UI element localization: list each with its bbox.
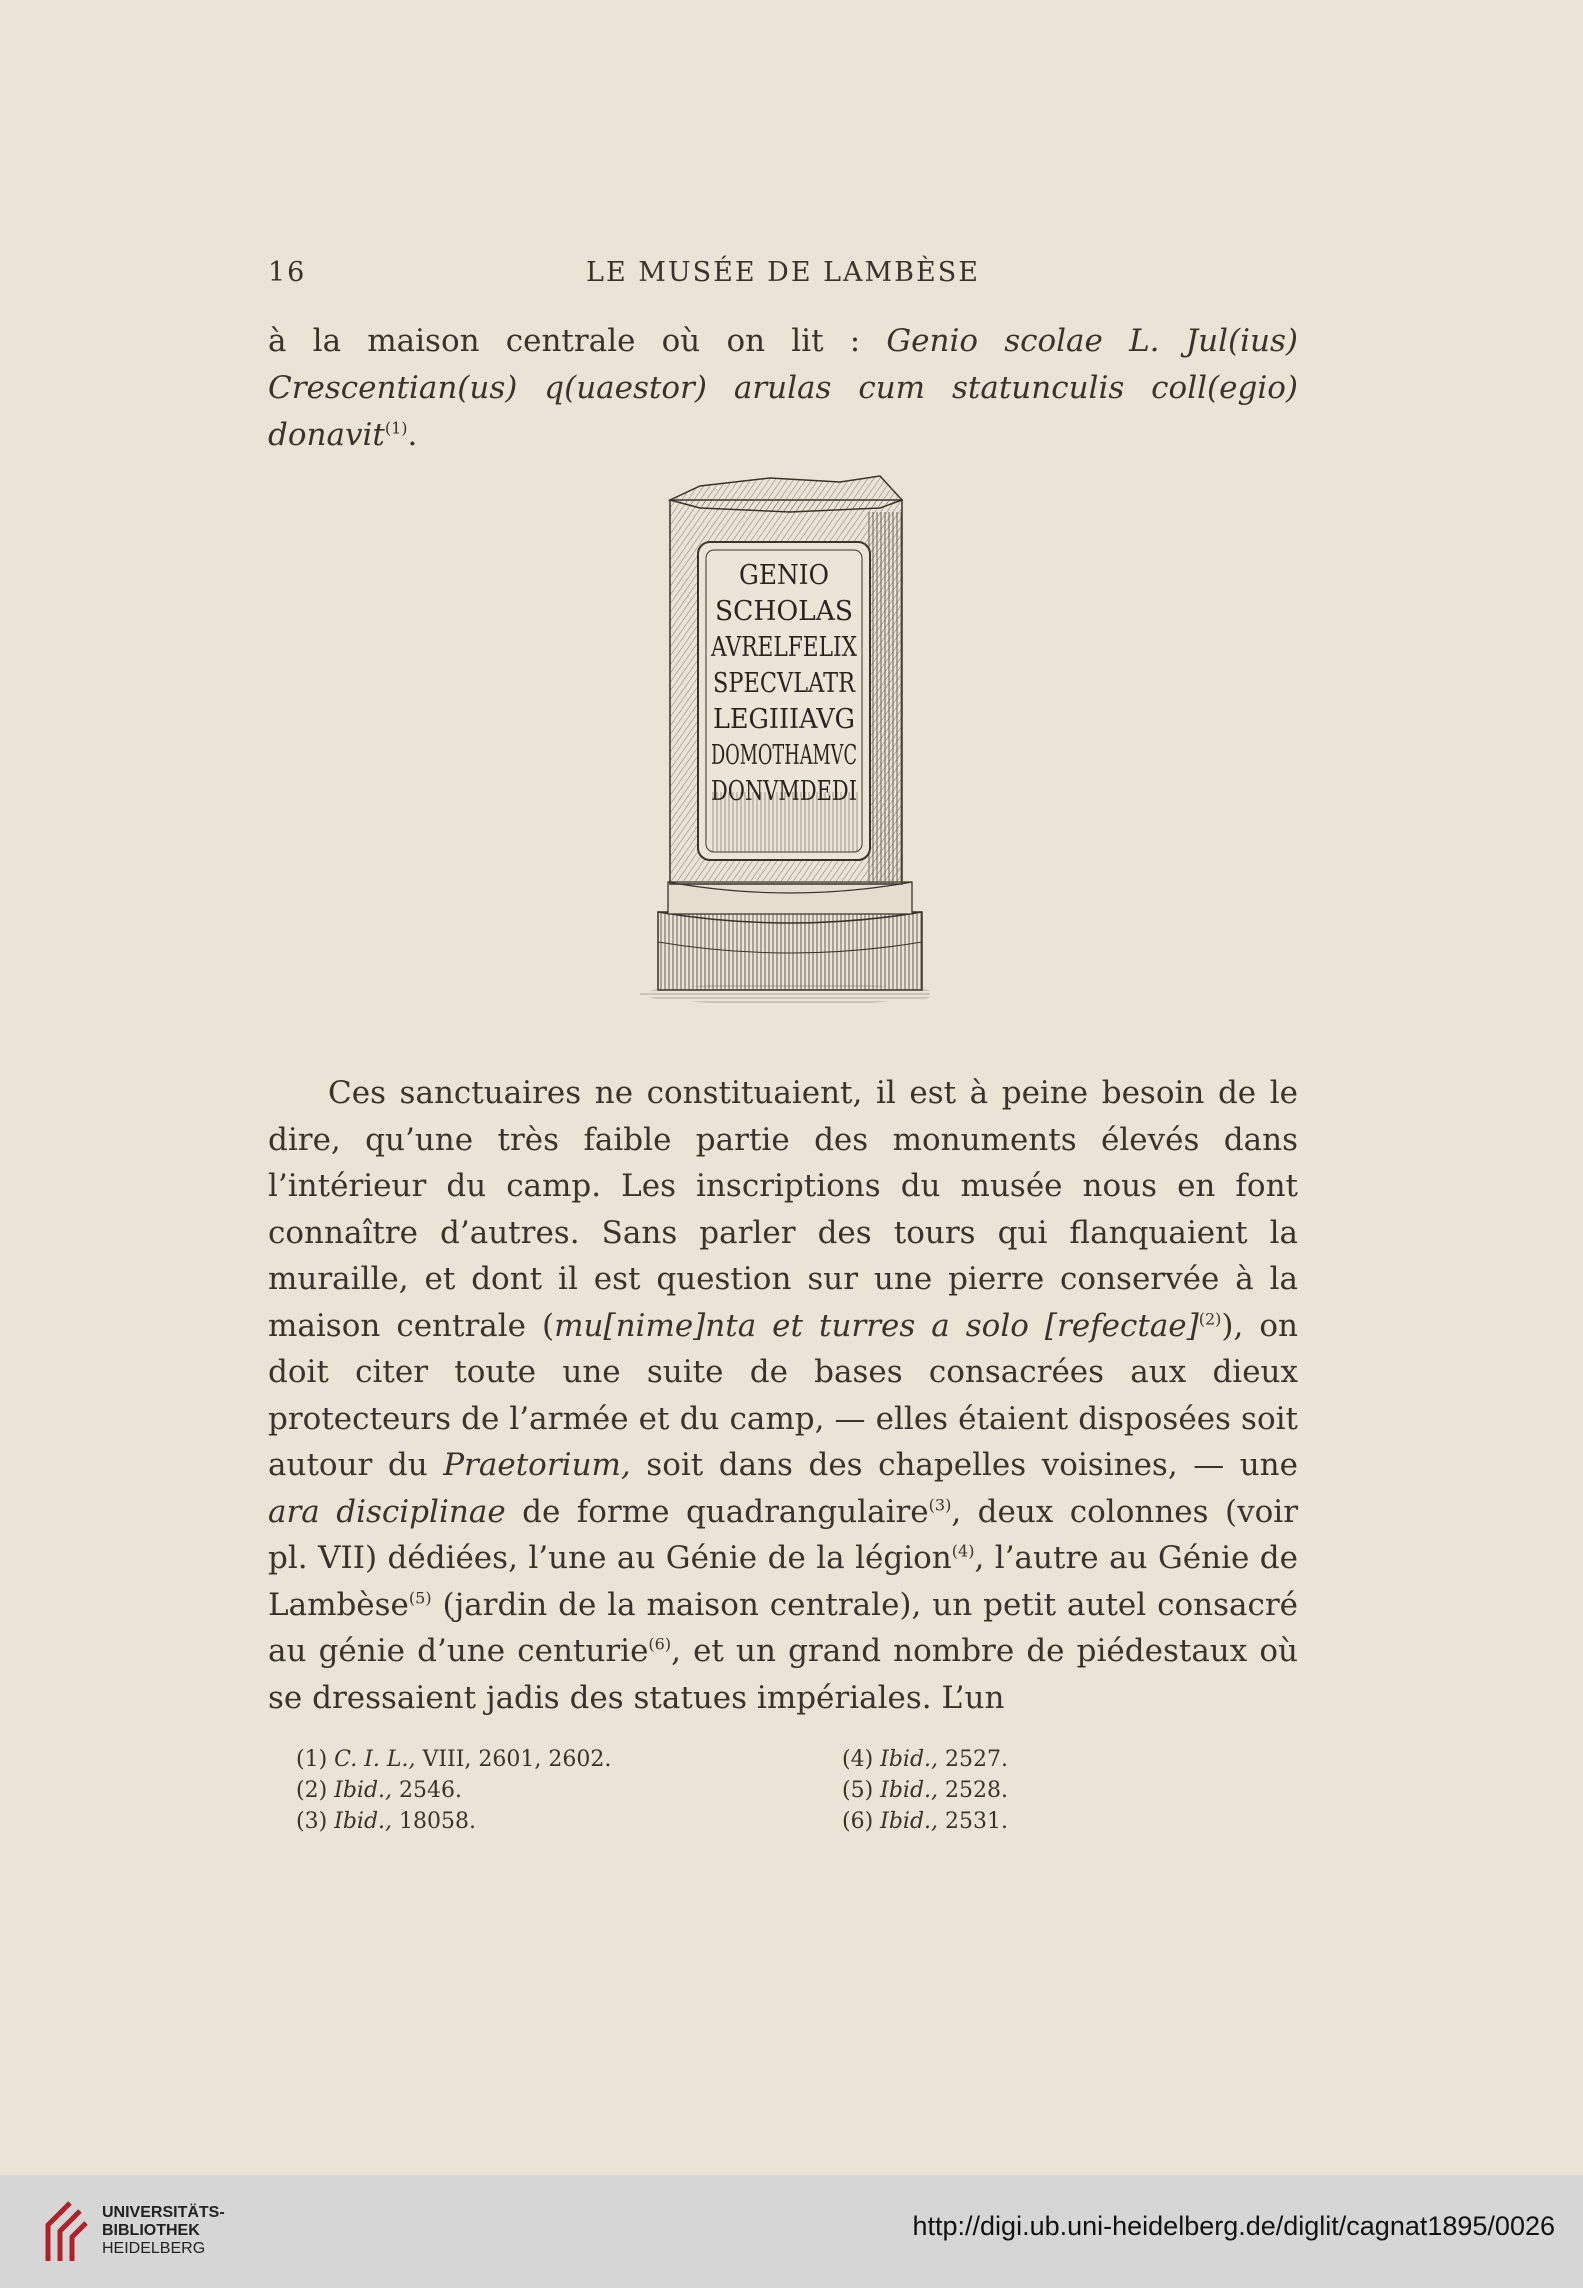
body-italic-3: ara disciplinae	[268, 1493, 506, 1530]
altar-engraving	[640, 472, 930, 1012]
running-header	[268, 257, 1298, 297]
footnotes-right-column	[842, 1744, 1008, 1837]
body-italic-1: mu[nime]nta et turres a solo [refectae]	[554, 1307, 1199, 1344]
body-text-4: de forme quadrangulaire	[505, 1493, 929, 1530]
source-url-link[interactable]: http://digi.ub.uni-heidelberg.de/diglit/cagnat1895/0026	[912, 2211, 1555, 2241]
footnote: (5) Ibid., 2528.	[842, 1778, 1009, 1803]
footnote: (3) Ibid., 18058.	[296, 1809, 477, 1834]
body-text-2: ), on doit citer toute une suite de bases consacrées aux dieux protecteurs de l’armée et du camp, — elles étaient disposées soit autour du	[268, 1307, 1298, 1483]
altar-illustration	[640, 472, 930, 1012]
intro-text: à la maison centrale où on lit :	[268, 323, 887, 359]
footnote-ref-4: (4)	[951, 1541, 975, 1561]
footnote-ref-1: (1)	[384, 418, 408, 438]
body-text-6: , l’autre au Génie de Lambèse	[268, 1540, 1298, 1623]
inscription-line: SPECVLATR	[713, 668, 856, 699]
library-footer-bar	[0, 2175, 1583, 2288]
inscription-line: LEGIIIAVG	[713, 704, 855, 735]
body-text-7: (jardin de la maison centrale), un petit autel consacré au génie d’une centurie	[268, 1586, 1298, 1669]
inscription-line: SCHOLAS	[715, 596, 853, 627]
body-text-3: soit dans des chapelles voisines, — une	[630, 1447, 1298, 1483]
intro-end: .	[407, 417, 418, 453]
main-paragraph	[268, 1070, 1298, 1721]
footnote-ref-6: (6)	[648, 1634, 672, 1654]
intro-paragraph	[268, 318, 1298, 459]
page-number: 16	[268, 257, 307, 288]
running-title: LE MUSÉE DE LAMBÈSE	[586, 257, 980, 288]
body-text-5: , deux colonnes (voir pl. VII) dédiées, l’une au Génie de la légion	[268, 1493, 1299, 1576]
footnote: (1) C. I. L., VIII, 2601, 2602.	[296, 1747, 612, 1772]
inscription-line: DONVMDEDI	[711, 776, 857, 807]
footnote: (2) Ibid., 2546.	[296, 1778, 463, 1803]
intro-inscription: Genio scolae L. Jul(ius) Crescentian(us) q(uaestor) arulas cum statunculis coll(egio) donavit	[268, 323, 1298, 453]
inscription-line: GENIO	[739, 560, 829, 591]
inscription-text	[710, 560, 857, 807]
library-name: UNIVERSITÄTS- BIBLIOTHEK HEIDELBERG	[102, 2204, 225, 2257]
inscription-line: DOMOTHAMVC	[711, 740, 857, 771]
footnote-ref-5: (5)	[408, 1588, 432, 1608]
body-text-1: Ces sanctuaires ne constituaient, il est à peine besoin de le dire, qu’une très faible partie des monuments élevés dans l’intérieur du camp. Les inscriptions du musée nous en font connaître d’autres. Sans parler des tours qui flanquaient la muraille, et dont il est question sur une pierre conservée à la maison centrale (	[268, 1075, 1298, 1344]
footnote: (6) Ibid., 2531.	[842, 1809, 1009, 1834]
body-text-8: , et un grand nombre de piédestaux où se dressaient jadis des statues impériales. L’un	[268, 1633, 1299, 1716]
inscription-line: AVRELFELIX	[710, 632, 858, 663]
library-logo-icon	[40, 2195, 90, 2265]
body-italic-2: Praetorium,	[443, 1447, 631, 1483]
footnotes-left-column	[296, 1744, 611, 1837]
footnote-ref-2: (2)	[1198, 1309, 1222, 1329]
footnote: (4) Ibid., 2527.	[842, 1747, 1009, 1772]
footnote-ref-3: (3)	[928, 1495, 952, 1515]
